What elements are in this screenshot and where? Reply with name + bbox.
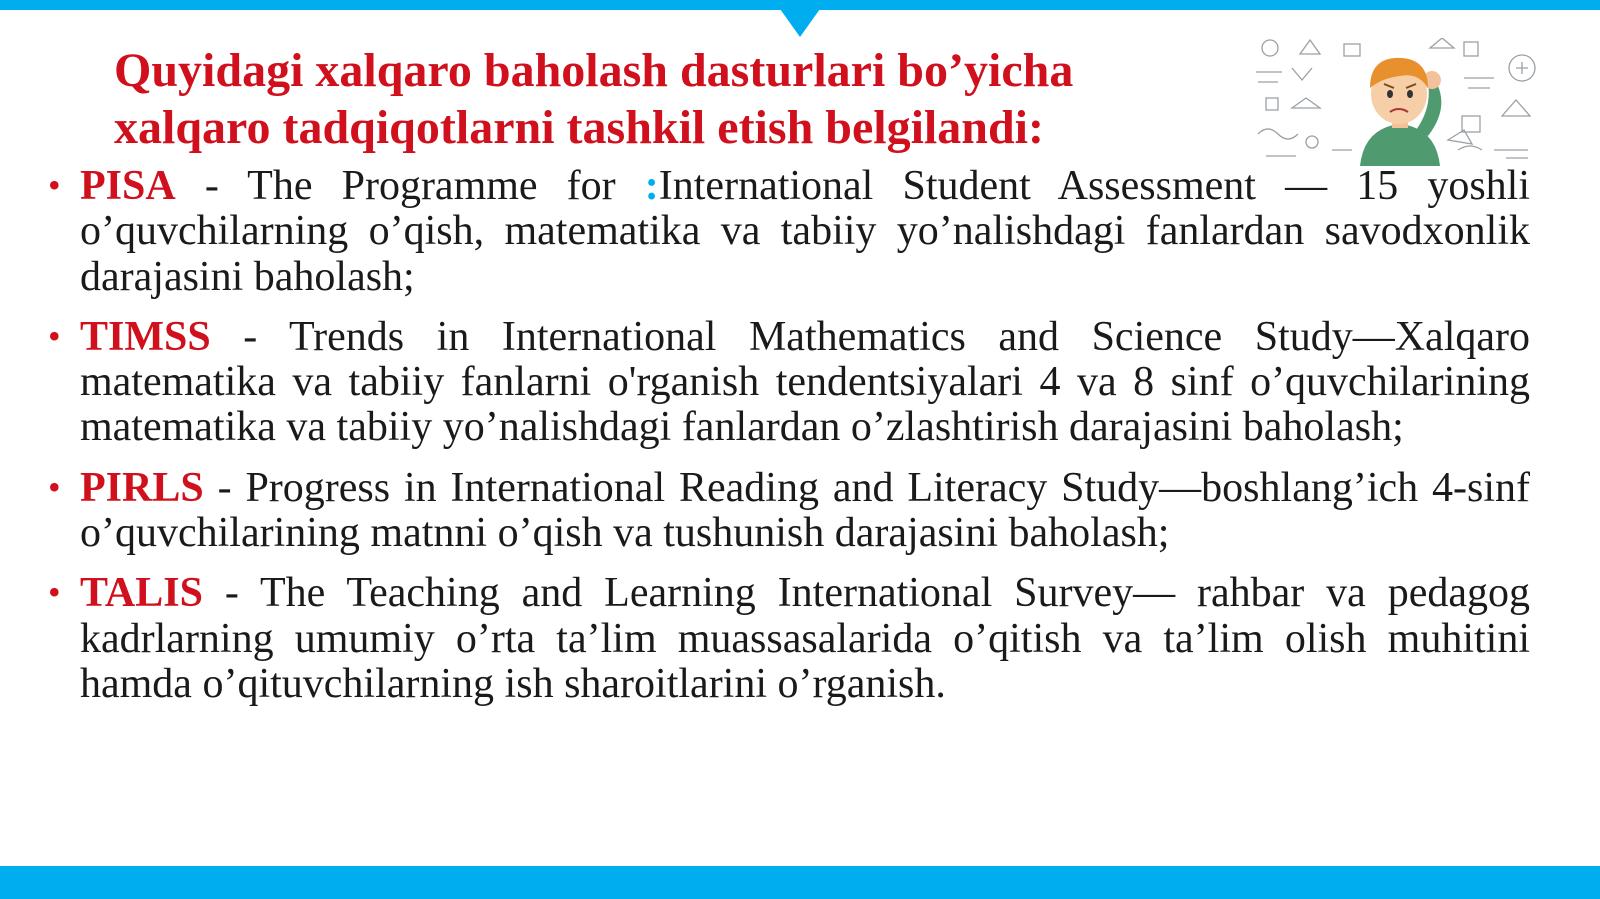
program-acronym: TIMSS <box>80 313 211 360</box>
title-line-2: xalqaro tadqiqotlarni tashkil etish belgilandi: <box>114 101 1044 154</box>
bullet-marker: • <box>48 466 61 507</box>
program-description-start: - The Programme for <box>175 163 645 209</box>
program-description: - Progress in International Reading and Literacy Study—boshlang’ich 4-sinf o’quvchilarining matnni o’qish va tushunish darajasini baholash; <box>80 464 1530 557</box>
title-line-1: Quyidagi xalqaro baholash dasturlari bo’yicha <box>114 44 1074 97</box>
bullet-marker: • <box>48 572 61 613</box>
assessment-program-list <box>48 164 1530 722</box>
bottom-accent-bar <box>0 866 1600 899</box>
list-item-pisa <box>48 164 1530 300</box>
list-item-pirls <box>48 466 1530 557</box>
program-acronym: TALIS <box>80 570 203 617</box>
program-acronym: PIRLS <box>80 464 204 511</box>
bullet-marker: • <box>48 315 61 356</box>
list-item-talis <box>48 571 1530 707</box>
program-acronym: PISA <box>80 163 176 209</box>
list-item-timss <box>48 315 1530 451</box>
confused-student-illustration <box>1252 38 1552 166</box>
program-description: - Trends in International Mathematics and Science Study—Xalqaro matematika va tabiiy fanlarni o'rganish tendentsiyalari 4 va 8 sinf o’quvchilarining matematika va tabiiy yo’nalishdagi fanlardan o’zlashtirish darajasini baholash; <box>80 313 1530 451</box>
text-cursor-icon: : <box>644 163 659 209</box>
top-notch-marker <box>780 9 820 37</box>
bullet-marker: • <box>48 165 61 205</box>
slide-title <box>114 42 1214 156</box>
program-description: International Student Assessment — 15 yoshli o’quvchilarning o’qish, matematika va tabiiy yo’nalishdagi fanlardan savodxonlik darajasini baholash; <box>80 163 1531 300</box>
program-description: - The Teaching and Learning International Survey— rahbar va pedagog kadrlarning umumiy o’rta ta’lim muassasalarida o’qitish va ta’lim olish muhitini hamda o’qituvchilarning ish sharoitlarini o’rganish. <box>80 570 1530 707</box>
